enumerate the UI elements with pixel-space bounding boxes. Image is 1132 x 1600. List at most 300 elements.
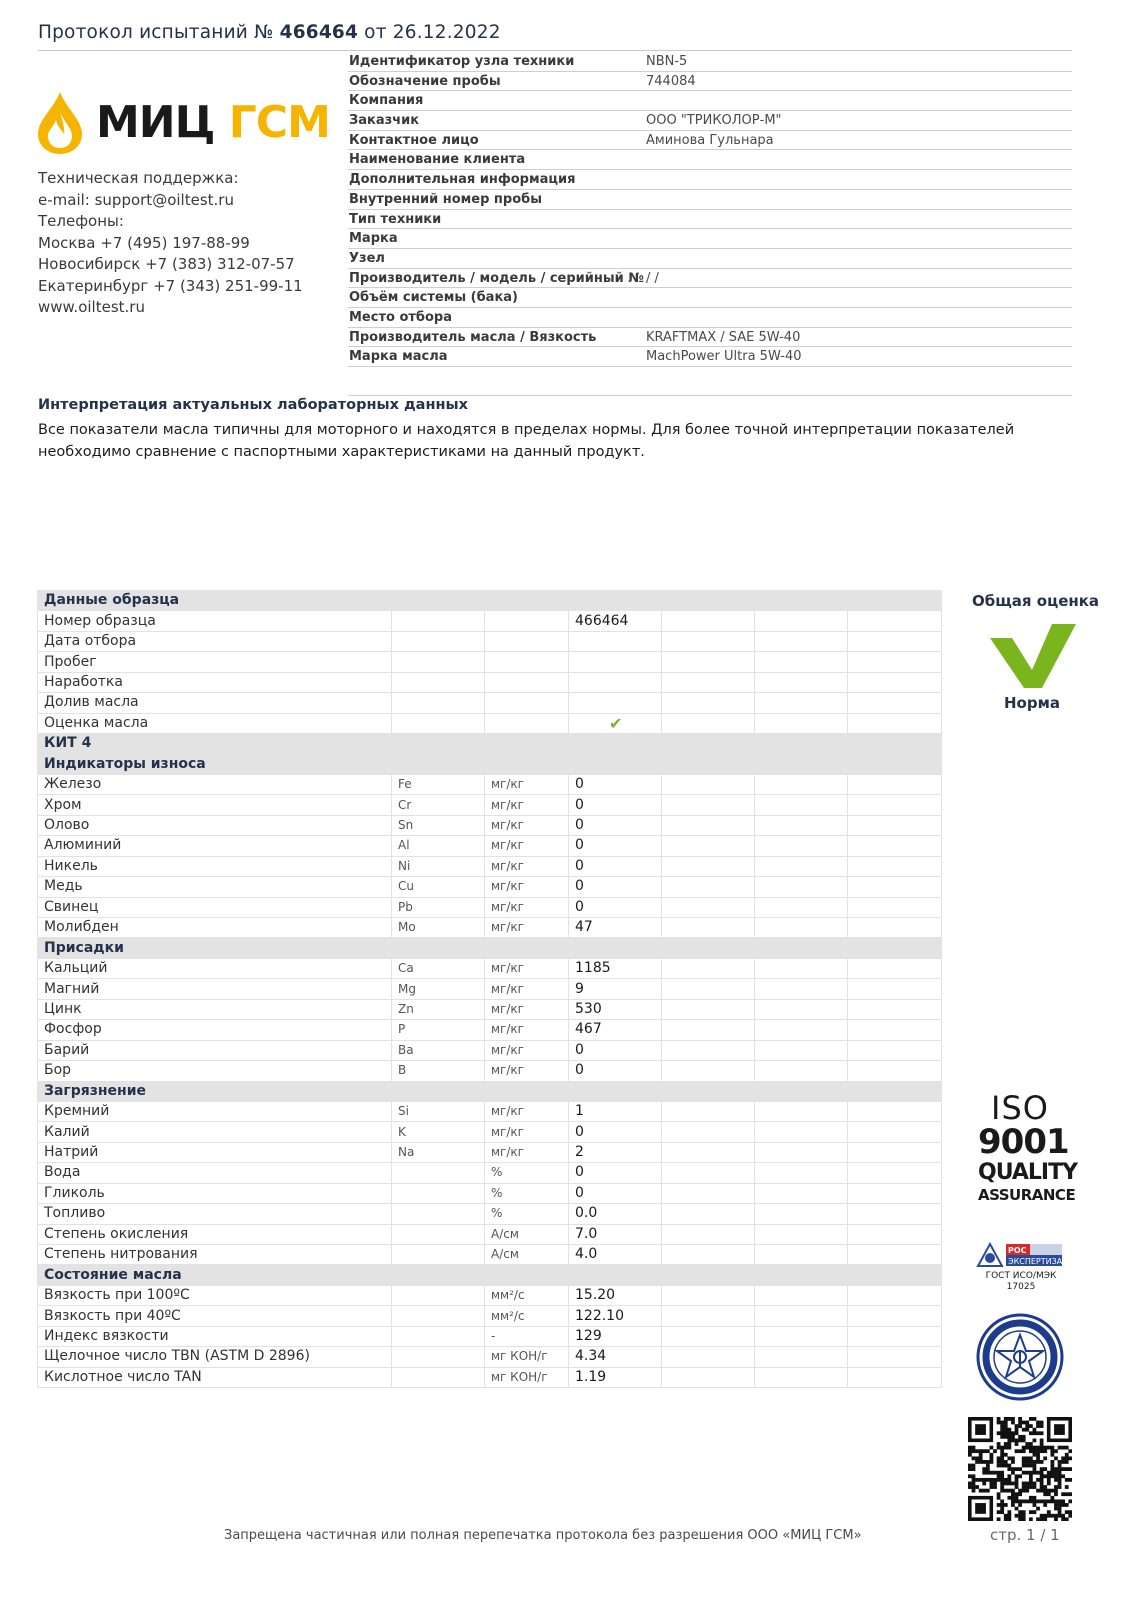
empty-cell — [662, 1020, 755, 1040]
section-cell — [392, 938, 485, 958]
empty-cell — [662, 713, 755, 733]
contacts-phone-moscow: Москва +7 (495) 197-88-99 — [38, 233, 250, 252]
param-name: Хром — [38, 795, 392, 815]
param-value: 0.0 — [569, 1204, 662, 1224]
logo-wordmark — [96, 98, 330, 148]
empty-cell — [662, 1122, 755, 1142]
param-value: 7.0 — [569, 1224, 662, 1244]
empty-cell — [848, 1020, 942, 1040]
param-symbol: B — [392, 1061, 485, 1081]
empty-cell — [662, 999, 755, 1019]
param-symbol — [392, 1163, 485, 1183]
param-symbol — [392, 631, 485, 651]
param-value — [569, 631, 662, 651]
empty-cell — [755, 1183, 848, 1203]
meta-value: MachPower Ultra 5W-40 — [646, 349, 802, 365]
section-cell — [569, 591, 662, 611]
param-name: Степень нитрования — [38, 1245, 392, 1265]
param-value: 15.20 — [569, 1285, 662, 1305]
param-symbol — [392, 1245, 485, 1265]
page-number: стр. 1 / 1 — [990, 1526, 1060, 1544]
section-cell — [392, 734, 485, 754]
param-value: 4.34 — [569, 1347, 662, 1367]
empty-cell — [662, 1142, 755, 1162]
table-row — [38, 1020, 942, 1040]
overall-status: Норма — [1004, 694, 1060, 712]
param-symbol: Al — [392, 836, 485, 856]
table-row — [38, 815, 942, 835]
table-row — [38, 652, 942, 672]
table-row — [38, 713, 942, 733]
param-value: 0 — [569, 1163, 662, 1183]
meta-divider — [348, 395, 1072, 396]
param-symbol — [392, 713, 485, 733]
section-cell — [392, 1081, 485, 1101]
empty-cell — [848, 1163, 942, 1183]
param-value: 1 — [569, 1101, 662, 1121]
param-name: Топливо — [38, 1204, 392, 1224]
param-name: Номер образца — [38, 611, 392, 631]
title-divider — [38, 50, 1072, 51]
company-logo — [36, 90, 330, 156]
meta-row — [348, 269, 1072, 289]
empty-cell — [662, 979, 755, 999]
param-value: 0 — [569, 1183, 662, 1203]
param-symbol — [392, 1204, 485, 1224]
table-row — [38, 672, 942, 692]
param-value: 9 — [569, 979, 662, 999]
param-unit: мг/кг — [485, 979, 569, 999]
table-row — [38, 979, 942, 999]
meta-label: Компания — [349, 93, 424, 109]
param-name: Вязкость при 40ºC — [38, 1306, 392, 1326]
empty-cell — [755, 795, 848, 815]
flame-drop-icon — [36, 90, 84, 156]
param-unit: мг/кг — [485, 1142, 569, 1162]
section-cell — [755, 591, 848, 611]
meta-label: Идентификатор узла техники — [349, 54, 575, 69]
meta-label: Внутренний номер пробы — [349, 191, 542, 207]
table-row — [38, 1122, 942, 1142]
table-row — [38, 611, 942, 631]
empty-cell — [848, 1367, 942, 1387]
param-symbol — [392, 1285, 485, 1305]
empty-cell — [662, 774, 755, 794]
param-name: Натрий — [38, 1142, 392, 1162]
empty-cell — [662, 918, 755, 938]
param-unit: мг/кг — [485, 795, 569, 815]
meta-row — [348, 170, 1072, 190]
overall-assessment-heading: Общая оценка — [972, 592, 1100, 610]
empty-cell — [755, 1040, 848, 1060]
param-name: Индекс вязкости — [38, 1326, 392, 1346]
empty-cell — [848, 1122, 942, 1142]
section-cell — [662, 1081, 755, 1101]
param-name: Олово — [38, 815, 392, 835]
param-unit: мг/кг — [485, 999, 569, 1019]
param-value: 0 — [569, 897, 662, 917]
param-value: 4.0 — [569, 1245, 662, 1265]
param-symbol — [392, 1367, 485, 1387]
table-section-header — [38, 1265, 942, 1285]
meta-value: / / — [646, 270, 659, 286]
param-unit — [485, 672, 569, 692]
param-name: Вода — [38, 1163, 392, 1183]
param-name: Железо — [38, 774, 392, 794]
meta-value: KRAFTMAX / SAE 5W-40 — [646, 329, 801, 345]
support-contacts — [38, 168, 303, 319]
empty-cell — [755, 1061, 848, 1081]
empty-cell — [755, 713, 848, 733]
meta-row — [348, 210, 1072, 230]
contacts-website[interactable]: www.oiltest.ru — [38, 298, 145, 316]
meta-label: Место отбора — [349, 309, 453, 325]
meta-row — [348, 347, 1072, 367]
param-value — [569, 693, 662, 713]
results-table — [37, 590, 942, 1388]
empty-cell — [755, 1163, 848, 1183]
empty-cell — [848, 1306, 942, 1326]
param-name: Магний — [38, 979, 392, 999]
contacts-support-label: Техническая поддержка: — [38, 169, 239, 187]
empty-cell — [848, 1347, 942, 1367]
param-unit: мг/кг — [485, 856, 569, 876]
table-row — [38, 1061, 942, 1081]
footer-notice: Запрещена частичная или полная перепечатка протокола без разрешения ООО «МИЦ ГСМ» — [224, 1528, 862, 1543]
iso-line-4: ASSURANCE — [978, 1186, 1076, 1204]
param-value: 0 — [569, 1040, 662, 1060]
empty-cell — [755, 631, 848, 651]
empty-cell — [662, 631, 755, 651]
empty-cell — [755, 836, 848, 856]
empty-cell — [662, 1204, 755, 1224]
section-cell — [848, 1081, 942, 1101]
section-cell — [569, 734, 662, 754]
param-unit: мг/кг — [485, 1122, 569, 1142]
param-unit: мг/кг — [485, 877, 569, 897]
param-name: Барий — [38, 1040, 392, 1060]
section-cell — [662, 734, 755, 754]
section-cell — [662, 591, 755, 611]
empty-cell — [848, 1142, 942, 1162]
param-symbol — [392, 1183, 485, 1203]
empty-cell — [755, 1122, 848, 1142]
logo-word-2: ГСМ — [228, 97, 330, 148]
logo-word-1: МИЦ — [96, 97, 215, 148]
param-unit: мг/кг — [485, 774, 569, 794]
results-table-body — [38, 591, 942, 1388]
table-row — [38, 918, 942, 938]
param-name: Наработка — [38, 672, 392, 692]
empty-cell — [755, 918, 848, 938]
empty-cell — [848, 672, 942, 692]
param-symbol: P — [392, 1020, 485, 1040]
empty-cell — [848, 979, 942, 999]
param-unit — [485, 631, 569, 651]
section-cell — [485, 1081, 569, 1101]
empty-cell — [755, 1020, 848, 1040]
param-value: 530 — [569, 999, 662, 1019]
table-row — [38, 795, 942, 815]
param-value: 1185 — [569, 958, 662, 978]
empty-cell — [662, 652, 755, 672]
empty-cell — [755, 1142, 848, 1162]
param-symbol — [392, 693, 485, 713]
param-value — [569, 652, 662, 672]
meta-value: NBN-5 — [646, 54, 688, 69]
empty-cell — [755, 672, 848, 692]
param-symbol: Pb — [392, 897, 485, 917]
section-cell — [485, 734, 569, 754]
meta-row — [348, 288, 1072, 308]
empty-cell — [662, 1306, 755, 1326]
param-symbol — [392, 1306, 485, 1326]
empty-cell — [662, 1163, 755, 1183]
section-cell — [848, 591, 942, 611]
interpretation-text: Все показатели масла типичны для моторного и находятся в пределах нормы. Для более точной интерпретации показателей необходимо сравнение с паспортными характеристиками на данный продукт. — [38, 422, 1015, 460]
param-symbol — [392, 611, 485, 631]
section-cell — [755, 1081, 848, 1101]
empty-cell — [848, 1204, 942, 1224]
empty-cell — [755, 979, 848, 999]
empty-cell — [662, 1367, 755, 1387]
param-value — [569, 672, 662, 692]
section-cell — [485, 1265, 569, 1285]
param-value: 0 — [569, 856, 662, 876]
table-row — [38, 999, 942, 1019]
section-cell — [485, 938, 569, 958]
param-unit — [485, 713, 569, 733]
contacts-email[interactable]: e-mail: support@oiltest.ru — [38, 190, 234, 209]
contacts-phone-novosibirsk: Новосибирск +7 (383) 312-07-57 — [38, 255, 295, 273]
empty-cell — [755, 1306, 848, 1326]
table-row — [38, 1224, 942, 1244]
param-name: Вязкость при 100ºC — [38, 1285, 392, 1305]
meta-row — [348, 91, 1072, 111]
meta-row — [348, 229, 1072, 249]
table-row — [38, 774, 942, 794]
param-name: Дата отбора — [38, 631, 392, 651]
table-section-header — [38, 1081, 942, 1101]
section-title: Индикаторы износа — [38, 754, 392, 774]
empty-cell — [662, 1101, 755, 1121]
meta-label: Производитель масла / Вязкость — [349, 329, 597, 345]
param-name: Молибден — [38, 918, 392, 938]
table-row — [38, 856, 942, 876]
table-row — [38, 836, 942, 856]
meta-value: ООО "ТРИКОЛОР-М" — [646, 113, 782, 129]
param-unit: мг/кг — [485, 958, 569, 978]
param-unit: % — [485, 1204, 569, 1224]
empty-cell — [662, 815, 755, 835]
empty-cell — [848, 1061, 942, 1081]
section-cell — [485, 591, 569, 611]
param-symbol: Mg — [392, 979, 485, 999]
empty-cell — [662, 693, 755, 713]
empty-cell — [848, 611, 942, 631]
section-title: КИТ 4 — [38, 734, 392, 754]
check-icon — [988, 620, 1078, 690]
empty-cell — [755, 652, 848, 672]
meta-label: Дополнительная информация — [349, 172, 576, 188]
param-value: 0 — [569, 795, 662, 815]
param-symbol: Ba — [392, 1040, 485, 1060]
table-row — [38, 958, 942, 978]
section-title: Загрязнение — [38, 1081, 392, 1101]
empty-cell — [755, 958, 848, 978]
param-symbol: K — [392, 1122, 485, 1142]
empty-cell — [755, 1326, 848, 1346]
param-value: 47 — [569, 918, 662, 938]
table-row — [38, 877, 942, 897]
param-name: Степень окисления — [38, 1224, 392, 1244]
table-row — [38, 1163, 942, 1183]
table-section-header — [38, 938, 942, 958]
meta-row — [348, 111, 1072, 131]
param-symbol: Ca — [392, 958, 485, 978]
param-name: Пробег — [38, 652, 392, 672]
table-section-header — [38, 754, 942, 774]
param-value: 129 — [569, 1326, 662, 1346]
param-name: Щелочное число TBN (ASTM D 2896) — [38, 1347, 392, 1367]
empty-cell — [755, 1224, 848, 1244]
table-section-header — [38, 591, 942, 611]
meta-row — [348, 131, 1072, 151]
param-unit: A/см — [485, 1224, 569, 1244]
param-unit: % — [485, 1163, 569, 1183]
param-name: Кремний — [38, 1101, 392, 1121]
meta-label: Обозначение пробы — [349, 73, 501, 89]
section-cell — [755, 754, 848, 774]
empty-cell — [755, 1347, 848, 1367]
param-unit: мг КОН/г — [485, 1347, 569, 1367]
empty-cell — [755, 999, 848, 1019]
empty-cell — [755, 693, 848, 713]
param-name: Бор — [38, 1061, 392, 1081]
iso-line-3: QUALITY — [978, 1160, 1078, 1185]
param-name: Алюминий — [38, 836, 392, 856]
section-cell — [392, 591, 485, 611]
empty-cell — [755, 856, 848, 876]
table-row — [38, 1347, 942, 1367]
param-symbol — [392, 1347, 485, 1367]
param-value: 122.10 — [569, 1306, 662, 1326]
section-cell — [848, 754, 942, 774]
meta-label: Заказчик — [349, 113, 420, 129]
section-cell — [662, 938, 755, 958]
meta-label: Производитель / модель / серийный № — [349, 270, 644, 286]
empty-cell — [848, 652, 942, 672]
param-symbol: Zn — [392, 999, 485, 1019]
param-name: Свинец — [38, 897, 392, 917]
protocol-date: от 26.12.2022 — [364, 22, 501, 43]
meta-row — [348, 190, 1072, 210]
section-title: Присадки — [38, 938, 392, 958]
param-name: Медь — [38, 877, 392, 897]
table-row — [38, 693, 942, 713]
empty-cell — [755, 1285, 848, 1305]
empty-cell — [848, 877, 942, 897]
param-value: 0 — [569, 1061, 662, 1081]
param-unit: мг/кг — [485, 1101, 569, 1121]
interpretation-heading: Интерпретация актуальных лабораторных данных — [38, 397, 468, 413]
ros-line-1: РОС — [1008, 1246, 1027, 1255]
param-unit: мг КОН/г — [485, 1367, 569, 1387]
qr-code-icon — [968, 1417, 1072, 1521]
section-cell — [392, 1265, 485, 1285]
table-row — [38, 1367, 942, 1387]
param-symbol: Sn — [392, 815, 485, 835]
param-unit: мг/кг — [485, 918, 569, 938]
ros-line-2: ЭКСПЕРТИЗА — [1008, 1257, 1063, 1266]
empty-cell — [848, 1224, 942, 1244]
empty-cell — [848, 774, 942, 794]
table-row — [38, 1142, 942, 1162]
param-unit — [485, 652, 569, 672]
meta-label: Тип техники — [349, 211, 442, 227]
gost-label: ГОСТ ИСО/МЭК 17025 — [985, 1271, 1057, 1292]
empty-cell — [662, 897, 755, 917]
param-value: 0 — [569, 774, 662, 794]
table-row — [38, 1204, 942, 1224]
empty-cell — [662, 1224, 755, 1244]
table-row — [38, 1245, 942, 1265]
empty-cell — [755, 774, 848, 794]
empty-cell — [848, 836, 942, 856]
param-unit: мг/кг — [485, 815, 569, 835]
meta-label: Марка — [349, 231, 398, 247]
param-name: Кислотное число TAN — [38, 1367, 392, 1387]
section-title: Данные образца — [38, 591, 392, 611]
meta-label: Наименование клиента — [349, 152, 526, 168]
iso-9001-badge — [978, 1089, 1078, 1204]
register-seal-icon — [976, 1313, 1064, 1401]
meta-row — [348, 72, 1072, 92]
param-symbol: Fe — [392, 774, 485, 794]
empty-cell — [662, 1326, 755, 1346]
empty-cell — [662, 856, 755, 876]
param-symbol: Na — [392, 1142, 485, 1162]
protocol-title — [38, 22, 501, 43]
empty-cell — [848, 795, 942, 815]
param-symbol: Mo — [392, 918, 485, 938]
title-prefix: Протокол испытаний № — [38, 22, 274, 43]
param-value: 467 — [569, 1020, 662, 1040]
empty-cell — [755, 897, 848, 917]
section-cell — [392, 754, 485, 774]
param-unit: - — [485, 1326, 569, 1346]
param-name: Фосфор — [38, 1020, 392, 1040]
empty-cell — [848, 1245, 942, 1265]
section-cell — [848, 734, 942, 754]
empty-cell — [848, 999, 942, 1019]
param-unit: мг/кг — [485, 1040, 569, 1060]
empty-cell — [848, 1326, 942, 1346]
meta-value: Аминова Гульнара — [646, 132, 774, 148]
empty-cell — [755, 611, 848, 631]
param-unit — [485, 693, 569, 713]
empty-cell — [755, 877, 848, 897]
table-row — [38, 1326, 942, 1346]
empty-cell — [662, 836, 755, 856]
empty-cell — [848, 713, 942, 733]
table-row — [38, 1306, 942, 1326]
empty-cell — [848, 856, 942, 876]
empty-cell — [848, 815, 942, 835]
param-symbol: Cu — [392, 877, 485, 897]
meta-row — [348, 52, 1072, 72]
param-symbol: Cr — [392, 795, 485, 815]
